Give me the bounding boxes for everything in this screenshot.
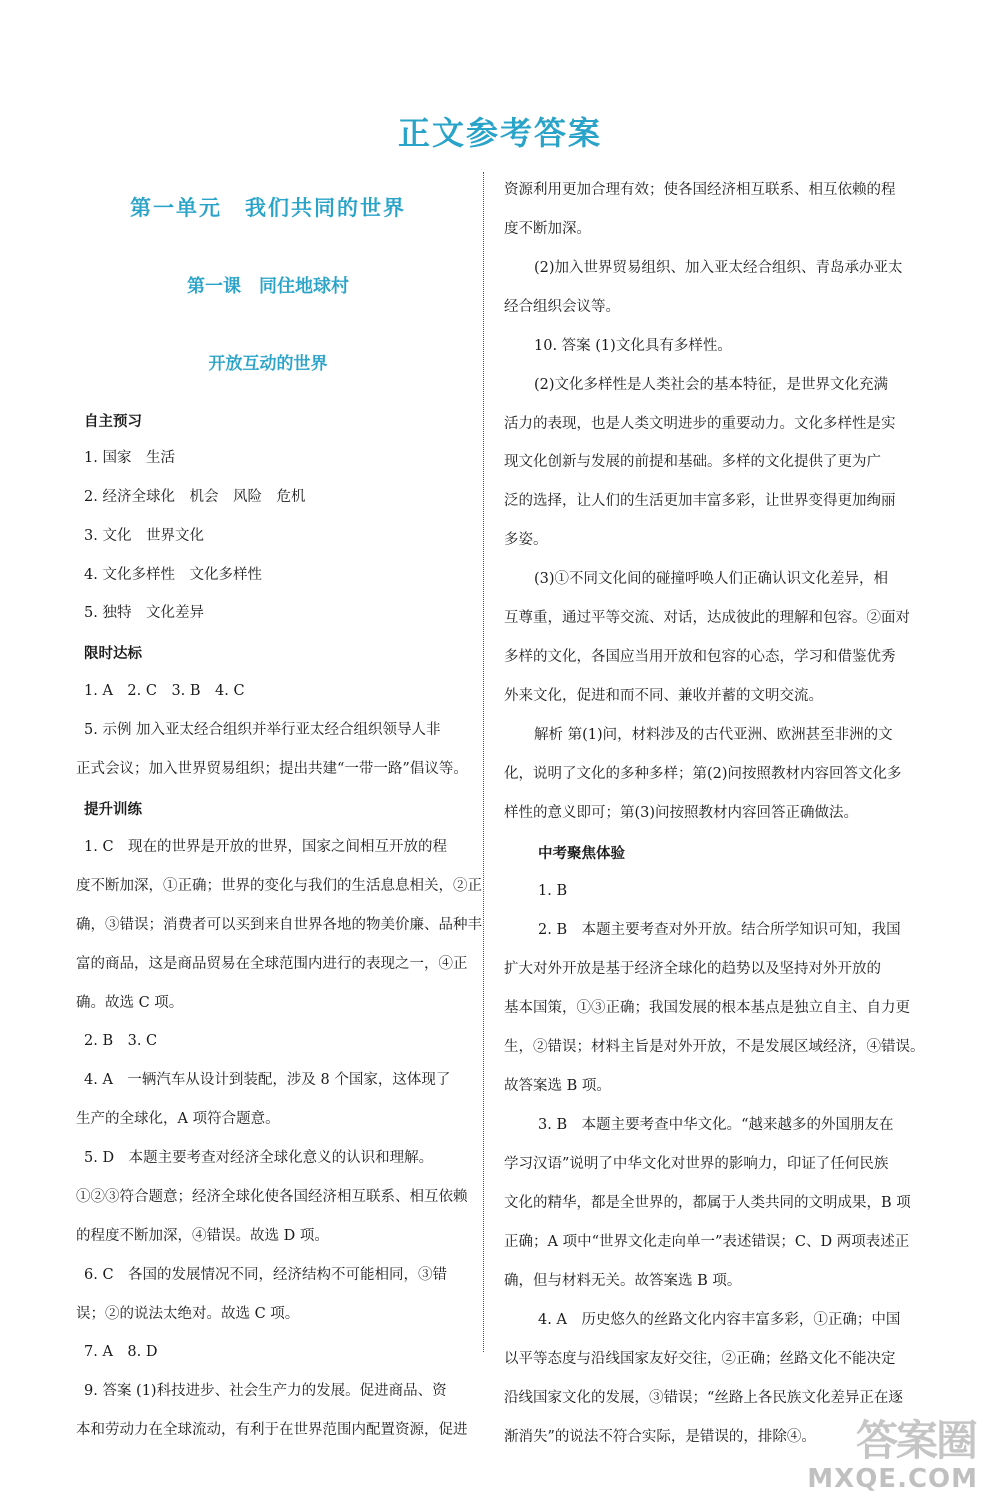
watermark-logo (792, 1408, 982, 1498)
improve-line: 富的商品，这是商品贸易在全球范围内进行的表现之一，④正 (76, 956, 468, 972)
exam-line: 1. B (538, 883, 568, 899)
answer-line: 多姿。 (504, 532, 548, 548)
exam-line: 文化的精华，都是全世界的，都属于人类共同的文明成果，B 项 (504, 1195, 911, 1211)
section-title: 开放互动的世界 (208, 354, 328, 374)
answer-line: 化，说明了文化的多种多样；第(2)问按照教材内容回答文化多 (504, 766, 902, 782)
answer-line: 经合组织会议等。 (504, 299, 620, 315)
exam-line: 以平等态度与沿线国家友好交往，②正确；丝路文化不能决定 (504, 1351, 896, 1367)
preview-item: 5. 独特 文化差异 (84, 605, 204, 621)
page-title: 正文参考答案 (397, 114, 602, 152)
exam-line: 生，②错误；材料主旨是对外开放，不是发展区域经济，④错误。 (504, 1039, 925, 1055)
exam-line: 渐消失”的说法不符合实际，是错误的，排除④。 (504, 1429, 816, 1445)
exam-line: 确，但与材料无关。故答案选 B 项。 (504, 1273, 742, 1289)
exam-line: 正确；A 项中“世界文化走向单一”表述错误；C、D 两项表述正 (504, 1234, 910, 1250)
exam-line: 扩大对外开放是基于经济全球化的趋势以及坚持对外开放的 (504, 961, 881, 977)
improve-line: 1. C 现在的世界是开放的世界，国家之间相互开放的程 (84, 839, 448, 855)
answer-line: 10. 答案 (1)文化具有多样性。 (534, 338, 732, 354)
watermark-text-en: MXQE.COM (807, 1464, 978, 1494)
column-divider (483, 172, 484, 1352)
exam-line: 沿线国家文化的发展，③错误；“丝路上各民族文化差异正在逐 (504, 1390, 903, 1406)
improve-line: 7. A 8. D (84, 1344, 158, 1360)
exam-line: 2. B 本题主要考查对外开放。结合所学知识可知，我国 (538, 922, 901, 938)
improve-heading: 提升训练 (84, 802, 142, 818)
exam-heading: 中考聚焦体验 (538, 846, 625, 862)
exam-line: 故答案选 B 项。 (504, 1078, 611, 1094)
answer-line: 资源利用更加合理有效；使各国经济相互联系、相互依赖的程 (504, 182, 896, 198)
answer-line: (2)文化多样性是人类社会的基本特征，是世界文化充满 (534, 377, 889, 393)
preview-item: 4. 文化多样性 文化多样性 (84, 567, 262, 583)
improve-line: 4. A 一辆汽车从设计到装配，涉及 8 个国家，这体现了 (84, 1072, 451, 1088)
improve-line: 6. C 各国的发展情况不同，经济结构不可能相同，③错 (84, 1267, 448, 1283)
improve-line: 确。故选 C 项。 (76, 995, 184, 1011)
improve-line: 误；②的说法太绝对。故选 C 项。 (76, 1306, 300, 1322)
improve-line: 5. D 本题主要考查对经济全球化意义的认识和理解。 (84, 1150, 434, 1166)
improve-line: 确，③错误；消费者可以买到来自世界各地的物美价廉、品种丰 (76, 917, 482, 933)
drill-q5-line: 正式会议；加入世界贸易组织；提出共建“一带一路”倡议等。 (76, 761, 468, 777)
answer-line: 解析 第(1)问，材料涉及的古代亚洲、欧洲甚至非洲的文 (534, 727, 893, 743)
exam-line: 学习汉语”说明了中华文化对世界的影响力，印证了任何民族 (504, 1156, 889, 1172)
improve-line: ①②③符合题意；经济全球化使各国经济相互联系、相互依赖 (76, 1189, 468, 1205)
exam-line: 4. A 历史悠久的丝路文化内容丰富多彩，①正确；中国 (538, 1312, 901, 1328)
improve-line: 的程度不断加深，④错误。故选 D 项。 (76, 1228, 329, 1244)
watermark-text-cn: 答案圈 (855, 1416, 976, 1465)
answer-line: 现文化创新与发展的前提和基础。多样的文化提供了更为广 (504, 454, 881, 470)
preview-item: 3. 文化 世界文化 (84, 528, 204, 544)
exam-line: 基本国策，①③正确；我国发展的根本基点是独立自主、自力更 (504, 1000, 910, 1016)
improve-line: 2. B 3. C (84, 1033, 158, 1049)
improve-line: 度不断加深，①正确；世界的变化与我们的生活息息相关，②正 (76, 878, 482, 894)
answer-line: 多样的文化，各国应当用开放和包容的心态，学习和借鉴优秀 (504, 649, 896, 665)
unit-title: 第一单元 我们共同的世界 (130, 196, 406, 220)
answer-line: 外来文化，促进和而不同、兼收并蓄的文明交流。 (504, 688, 823, 704)
preview-item: 2. 经济全球化 机会 风险 危机 (84, 489, 306, 505)
answer-line: 样性的意义即可；第(3)问按照教材内容回答正确做法。 (504, 805, 859, 821)
improve-line: 本和劳动力在全球流动，有利于在世界范围内配置资源，促进 (76, 1422, 468, 1438)
drill-q5-line: 5. 示例 加入亚太经合组织并举行亚太经合组织领导人非 (84, 722, 441, 738)
drill-heading: 限时达标 (84, 646, 142, 662)
improve-line: 生产的全球化，A 项符合题意。 (76, 1111, 280, 1127)
preview-heading: 自主预习 (84, 414, 142, 430)
answer-line: 活力的表现，也是人类文明进步的重要动力。文化多样性是实 (504, 416, 896, 432)
exam-line: 3. B 本题主要考查中华文化。“越来越多的外国朋友在 (538, 1117, 894, 1133)
answer-line: (2)加入世界贸易组织、加入亚太经合组织、青岛承办亚太 (534, 260, 903, 276)
lesson-title: 第一课 同住地球村 (187, 276, 349, 297)
improve-line: 9. 答案 (1)科技进步、社会生产力的发展。促进商品、资 (84, 1383, 447, 1399)
preview-item: 1. 国家 生活 (84, 450, 175, 466)
answer-line: 互尊重，通过平等交流、对话，达成彼此的理解和包容。②面对 (504, 610, 910, 626)
answer-line: (3)①不同文化间的碰撞呼唤人们正确认识文化差异，相 (534, 571, 889, 587)
answer-line: 泛的选择，让人们的生活更加丰富多彩，让世界变得更加绚丽 (504, 493, 896, 509)
answer-line: 度不断加深。 (504, 221, 591, 237)
drill-answers: 1. A 2. C 3. B 4. C (84, 683, 245, 699)
